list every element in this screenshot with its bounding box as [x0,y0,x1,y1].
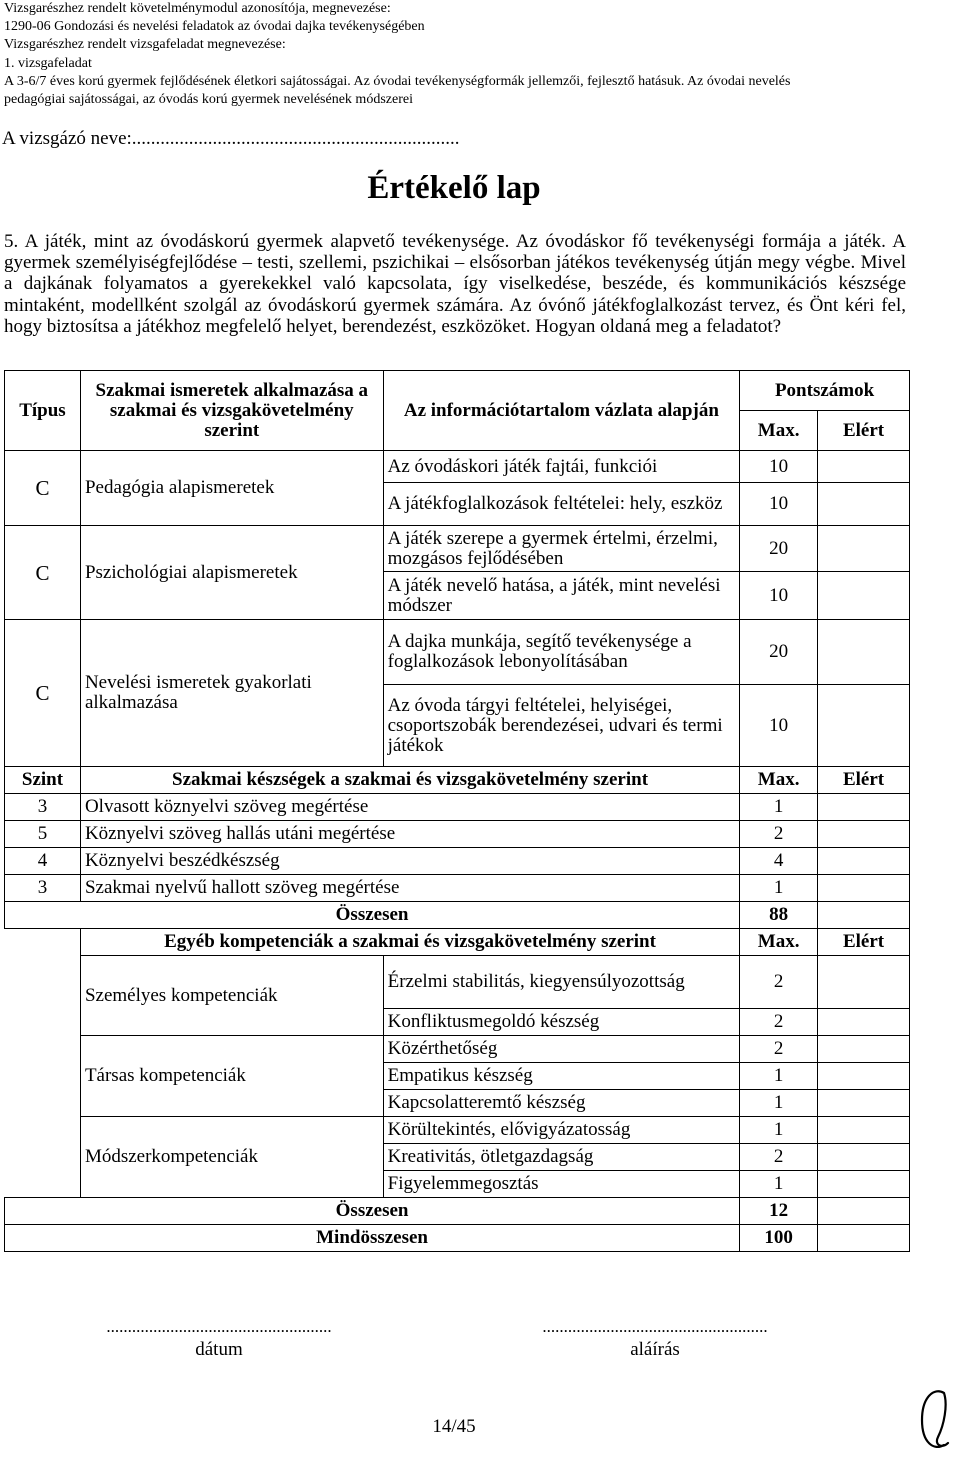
date-block [84,1317,354,1361]
competencies-total-label: Összesen [5,1198,740,1225]
skills-header-title: Szakmai készségek a szakmai és vizsgakövetelmény szerint [80,767,739,794]
page-number: 14/45 [432,1416,476,1437]
header-line-5: A 3-6/7 éves korú gyermek fejlődésének életkori sajátosságai. Az óvodai tevékenységformák jellemzői, fejlesztő hatásuk. Az óvodai nevelés [4,73,791,89]
competency-name: Konfliktusmegoldó készség [383,1009,740,1036]
info-text: Az óvodáskori játék fajtái, funkciói [383,451,740,483]
competency-group: Társas kompetenciák [80,1036,383,1117]
competency-max: 2 [740,1144,818,1171]
skill-max: 4 [740,848,818,875]
competency-name: Közérthetőség [383,1036,740,1063]
competencies-header-max: Max. [740,929,818,956]
competency-name: Érzelmi stabilitás, kiegyensúlyozottság [383,956,740,1009]
skills-header-achieved: Elért [818,767,910,794]
skill-achieved[interactable] [818,848,910,875]
competency-group: Módszerkompetenciák [80,1117,383,1198]
knowledge-type: C [5,526,81,620]
signature-line[interactable]: ..................................................... [542,1317,768,1336]
competency-name: Figyelemmegosztás [383,1171,740,1198]
info-text: A dajka munkája, segítő tevékenysége a foglalkozások lebonyolításában [383,620,740,685]
skill-name: Köznyelvi szöveg hallás utáni megértése [80,821,739,848]
info-max: 10 [740,685,818,767]
header-type: Típus [5,371,81,451]
competencies-total-value: 12 [740,1198,818,1225]
competency-achieved[interactable] [818,1009,910,1036]
info-achieved[interactable] [818,572,910,620]
grand-total-achieved[interactable] [818,1225,910,1252]
info-text: A játék szerepe a gyermek értelmi, érzelmi, mozgásos fejlődésében [383,526,740,572]
date-line[interactable]: ..................................................... [106,1317,332,1336]
info-max: 20 [740,526,818,572]
competency-max: 2 [740,1009,818,1036]
document-header [4,0,790,109]
info-max: 10 [740,572,818,620]
competency-achieved[interactable] [818,1144,910,1171]
competency-max: 2 [740,956,818,1009]
candidate-name-field: A vizsgázó neve:..................................................................... [2,128,460,149]
grand-total-value: 100 [740,1225,818,1252]
skill-name: Köznyelvi beszédkészség [80,848,739,875]
skill-achieved[interactable] [818,794,910,821]
info-text: A játék nevelő hatása, a játék, mint nevelési módszer [383,572,740,620]
skill-name: Olvasott köznyelvi szöveg megértése [80,794,739,821]
page-title: Értékelő lap [367,170,541,206]
skill-max: 1 [740,794,818,821]
skills-header-max: Max. [740,767,818,794]
competency-achieved[interactable] [818,1090,910,1117]
signature-label: aláírás [630,1339,680,1360]
header-line-3: Vizsgarészhez rendelt vizsgafeladat megnevezése: [4,37,286,53]
skills-total-value: 88 [740,902,818,929]
competency-name: Körültekintés, elővigyázatosság [383,1117,740,1144]
skill-name: Szakmai nyelvű hallott szöveg megértése [80,875,739,902]
info-achieved[interactable] [818,620,910,685]
info-achieved[interactable] [818,685,910,767]
evaluation-table [4,370,910,1252]
knowledge-area: Nevelési ismeretek gyakorlati alkalmazása [80,620,383,767]
info-text: Az óvoda tárgyi feltételei, helyiségei, csoportszobák berendezései, udvari és termi játékok [383,685,740,767]
competencies-header-achieved: Elért [818,929,910,956]
knowledge-type: C [5,451,81,526]
competency-max: 1 [740,1063,818,1090]
initials-mark-icon [914,1385,954,1455]
skill-achieved[interactable] [818,875,910,902]
date-label: dátum [195,1339,243,1360]
skill-max: 2 [740,821,818,848]
skills-header-level: Szint [5,767,81,794]
competency-achieved[interactable] [818,1117,910,1144]
knowledge-type: C [5,620,81,767]
competency-max: 1 [740,1090,818,1117]
competency-name: Empatikus készség [383,1063,740,1090]
competency-achieved[interactable] [818,1171,910,1198]
competencies-total-achieved[interactable] [818,1198,910,1225]
skills-total-label: Összesen [5,902,740,929]
competency-achieved[interactable] [818,956,910,1009]
knowledge-area: Pszichológiai alapismeretek [80,526,383,620]
skill-max: 1 [740,875,818,902]
header-knowledge: Szakmai ismeretek alkalmazása a szakmai és vizsgakövetelmény szerint [80,371,383,451]
info-text: A játékfoglalkozások feltételei: hely, eszköz [383,483,740,526]
task-description: 5. A játék, mint az óvodáskorú gyermek alapvető tevékenysége. Az óvodáskor fő tevékenységi formája a játék. A gyermek személyiségfejlődése – testi, szellemi, pszichikai – elsősorban játékos tevékenység útján megy végbe. Mivel a dajkának folyamatos a gyerekekkel való kapcsolata, így viselkedése, beszéde, és kommunikációs készsége mintaként, modellként szolgál az óvodáskorú gyermek számára. Az óvónő játékfoglalkozást tervez, és Önt kéri fel, hogy biztosítsa a játékhoz megfelelő helyet, berendezést, eszközöket. Hogyan oldaná meg a feladatot? [4,231,906,337]
header-line-6: pedagógiai sajátosságai, az óvodás korú gyermek nevelésének módszerei [4,92,413,108]
header-max: Max. [740,411,818,451]
skill-level: 5 [5,821,81,848]
skills-total-achieved[interactable] [818,902,910,929]
header-achieved: Elért [818,411,910,451]
skill-level: 4 [5,848,81,875]
info-achieved[interactable] [818,451,910,483]
skill-achieved[interactable] [818,821,910,848]
info-max: 10 [740,483,818,526]
header-line-4: 1. vizsgafeladat [4,55,92,71]
grand-total-label: Mindösszesen [5,1225,740,1252]
header-line-1: Vizsgarészhez rendelt követelménymodul azonosítója, megnevezése: [4,1,391,16]
header-info: Az információtartalom vázlata alapján [383,371,740,451]
skill-level: 3 [5,875,81,902]
competency-achieved[interactable] [818,1063,910,1090]
competency-max: 1 [740,1117,818,1144]
competencies-header-title: Egyéb kompetenciák a szakmai és vizsgakövetelmény szerint [80,929,739,956]
header-points: Pontszámok [740,371,910,411]
competency-name: Kapcsolatteremtő készség [383,1090,740,1117]
competency-max: 1 [740,1171,818,1198]
signature-block [520,1317,790,1361]
knowledge-area: Pedagógia alapismeretek [80,451,383,526]
competency-name: Kreativitás, ötletgazdagság [383,1144,740,1171]
skill-level: 3 [5,794,81,821]
info-max: 10 [740,451,818,483]
info-achieved[interactable] [818,526,910,572]
info-max: 20 [740,620,818,685]
info-achieved[interactable] [818,483,910,526]
competency-achieved[interactable] [818,1036,910,1063]
header-line-2: 1290-06 Gondozási és nevelési feladatok az óvodai dajka tevékenységében [4,19,425,35]
competency-group: Személyes kompetenciák [80,956,383,1036]
competency-max: 2 [740,1036,818,1063]
